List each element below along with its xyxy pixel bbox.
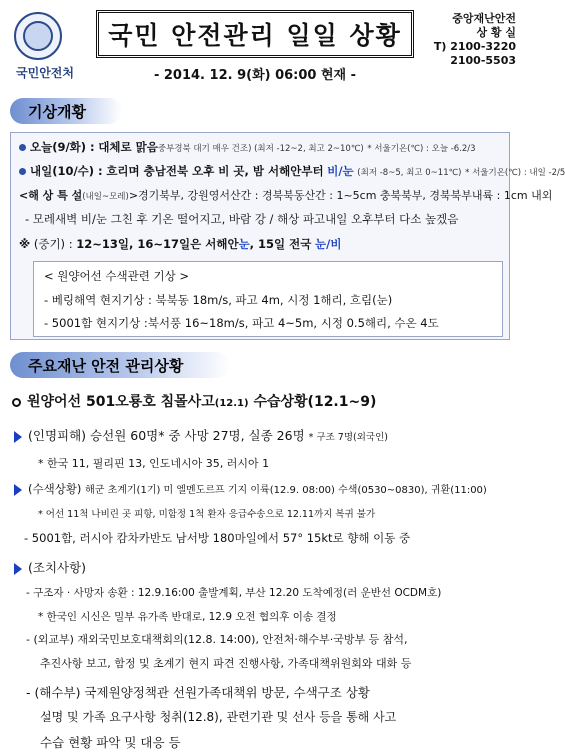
disaster-section-title: 주요재난 안전 관리상황 xyxy=(28,356,184,375)
casualty-label: (인명피해) xyxy=(28,428,87,443)
tomorrow-highlight: 비/눈 xyxy=(327,164,354,178)
government-seal-icon xyxy=(14,12,62,60)
sender-line: 2100-5503 xyxy=(450,54,516,67)
action-item: - (해수부) 국제원양정책관 선원가족대책위 방문, 수색구조 상황 xyxy=(26,685,370,700)
triangle-bullet-icon xyxy=(14,484,22,496)
incident-heading xyxy=(12,391,376,411)
today-label: 오늘(9/화) : xyxy=(30,140,95,154)
page-title: 국민 안전관리 일일 상황 xyxy=(108,21,402,50)
mid-term-snow2: 눈/비 xyxy=(315,237,342,251)
search-text: 해군 초계기(1기) 미 엘멘도르프 기지 이륙(12.9. 08:00) 수색(0530~0830), 귀환(11:00) xyxy=(85,485,487,496)
today-weather xyxy=(19,139,476,155)
today-detail: 중부경북 대기 매우 건조) (최저 -12~2, 최고 2~10℃) xyxy=(157,144,364,154)
weather-section-header xyxy=(10,98,122,124)
special-text: >경기북부, 강원영서산간 : 경북북동산간 : 1~5cm 충북북부, 경북북부내륙 : 1cm 내외 xyxy=(128,189,553,202)
sender-block xyxy=(422,12,516,68)
ocean-weather-box xyxy=(33,261,503,337)
mid-term-label: (중기) : xyxy=(33,237,73,251)
ocean-item: - 5001함 현지기상 :북서풍 16~18m/s, 파고 4~5m, 시정 0.5해리, 수온 4도 xyxy=(44,316,439,330)
special-weather xyxy=(19,187,552,203)
casualty-text: 승선원 60명* 중 사망 27명, 실종 26명 xyxy=(90,428,305,443)
nationality-line: * 한국 11, 필리핀 13, 인도네시아 35, 러시아 1 xyxy=(38,457,270,470)
tomorrow-weather xyxy=(19,163,565,179)
action-item: 설명 및 가족 요구사항 청취(12.8), 관련기관 및 선사 등을 통해 사고 xyxy=(40,710,397,724)
bullet-icon xyxy=(19,144,26,151)
action-item: 추진사항 보고, 함정 및 초계기 현지 파견 진행사항, 가족대책위원회와 대화 등 xyxy=(40,657,412,670)
ocean-item: - 베링해역 현지기상 : 북북동 18m/s, 파고 4m, 시정 1해리, 흐림(눈) xyxy=(44,293,393,307)
sender-line: 중앙재난안전 xyxy=(452,12,516,25)
action-item: - 구조자 · 사망자 송환 : 12.9.16:00 출발계획, 부산 12.20 도착예정(러 운반선 OCDM호) xyxy=(26,587,442,599)
title-box xyxy=(96,10,414,58)
sender-line: 상 황 실 xyxy=(476,26,516,39)
incident-title: 원양어선 501오룡호 침몰사고 xyxy=(27,394,215,410)
today-extra: * 서울기온(℃) : 오늘 -6.2/3 xyxy=(367,144,476,154)
circle-bullet-icon xyxy=(12,398,21,407)
action-item: 수습 현황 파악 및 대응 등 xyxy=(40,735,181,750)
casualty-line xyxy=(14,426,388,444)
disaster-section-header xyxy=(10,352,230,378)
action-label: (조치사항) xyxy=(28,560,87,575)
tomorrow-main: 흐리며 충남전북 오후 비 곳, 밤 서해안부터 xyxy=(106,164,324,178)
triangle-bullet-icon xyxy=(14,563,22,575)
incident-status: 수습상황(12.1~9) xyxy=(253,394,377,410)
mid-term-prefix: ※ xyxy=(19,237,31,251)
special-label: <해 상 특 설 xyxy=(19,189,83,202)
org-logo-text: 국민안전처 xyxy=(16,66,74,80)
sender-line: T) 2100-3220 xyxy=(433,40,516,53)
tomorrow-label: 내일(10/수) : xyxy=(30,164,103,178)
search-label: (수색상황) xyxy=(28,482,82,496)
mid-term-text: 12~13일, 16~17일은 서해안 xyxy=(76,237,239,251)
ocean-title: < 원양어선 수색관련 기상 > xyxy=(44,269,189,283)
action-heading xyxy=(14,558,86,576)
triangle-bullet-icon xyxy=(14,431,22,443)
search-note: * 어선 11척 나비린 곳 피항, 미함정 1척 환자 응급수송으로 12.11까지 복귀 불가 xyxy=(38,509,376,520)
action-item: - (외교부) 재외국민보호대책회의(12.8. 14:00), 안전처·해수부·국방부 등 참석, xyxy=(26,633,408,646)
weather-section-title: 기상개황 xyxy=(28,102,86,121)
weather-box xyxy=(10,132,565,340)
action-item: * 한국인 시신은 밀부 유가족 반대로, 12.9 오전 협의후 이송 결정 xyxy=(38,611,337,623)
incident-date: (12.1) xyxy=(214,398,249,409)
note-line: - 모레새벽 비/눈 그친 후 기온 떨어지고, 바람 강 / 해상 파고내일 오후부터 다소 높겠음 xyxy=(25,212,459,226)
mid-term-mid: , 15일 전국 xyxy=(249,237,312,251)
ship-line: - 5001함, 러시아 캄차카반도 남서방 180마일에서 57° 15kt로 향해 이동 중 xyxy=(24,531,411,545)
bullet-icon xyxy=(19,168,26,175)
search-line xyxy=(14,481,487,497)
document-header xyxy=(0,0,520,92)
casualty-note: * 구조 7명(외국인) xyxy=(308,432,388,443)
tomorrow-extra: * 서울기온(℃) : 내일 -2/5 xyxy=(465,168,565,178)
tomorrow-detail: (최저 -8~5, 최고 0~11℃) xyxy=(357,168,462,178)
mid-term-snow1: 눈 xyxy=(238,237,250,251)
mid-term-forecast xyxy=(19,236,341,252)
special-label-small: (내일~모레) xyxy=(82,192,129,202)
today-main: 대체로 맑음 xyxy=(98,140,158,154)
report-date: - 2014. 12. 9(화) 06:00 현재 - xyxy=(153,68,357,83)
